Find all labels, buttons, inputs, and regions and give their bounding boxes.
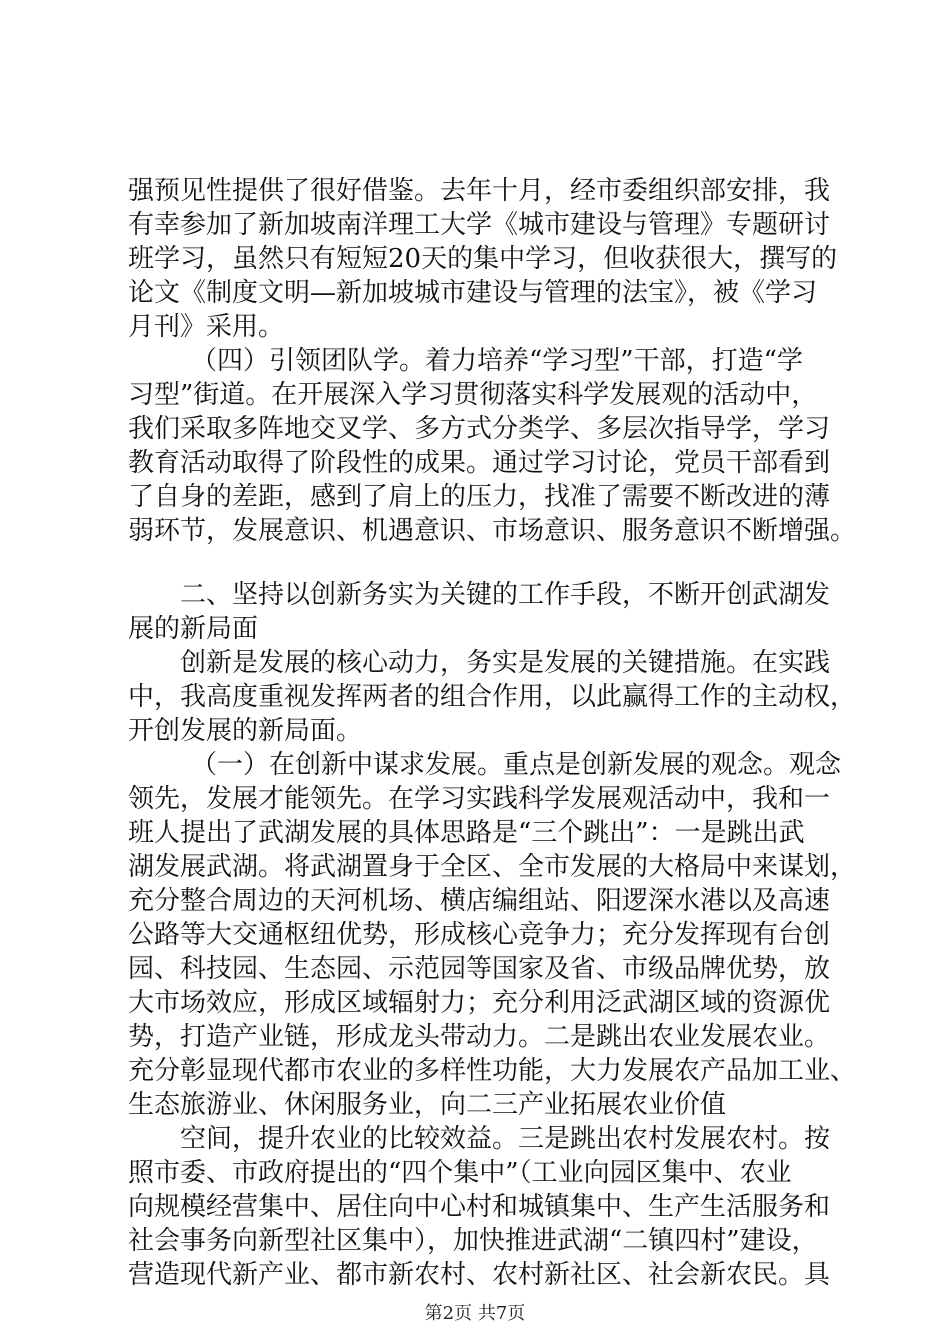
text-line: 湖发展武湖。将武湖置身于全区、全市发展的大格局中来谋划，: [128, 852, 857, 882]
text-line: 强预见性提供了很好借鉴。去年十月，经市委组织部安排，我: [128, 176, 831, 206]
text-line: 中，我高度重视发挥两者的组合作用，以此赢得工作的主动权，: [128, 682, 857, 712]
text-line: 社会事务向新型社区集中），加快推进武湖“二镇四村”建设，: [128, 1226, 818, 1256]
text-line: 照市委、市政府提出的“四个集中”（工业向园区集中、农业: [128, 1158, 792, 1188]
text-line: 弱环节，发展意识、机遇意识、市场意识、服务意识不断增强。: [128, 516, 857, 546]
text-line: 向规模经营集中、居住向中心村和城镇集中、生产生活服务和: [128, 1192, 831, 1222]
section-heading: 展的新局面: [128, 614, 259, 644]
text-line: （四）引领团队学。着力培养“学习型”干部，打造“学: [191, 346, 803, 376]
text-line: 了自身的差距，感到了肩上的压力，找准了需要不断改进的薄: [128, 482, 831, 512]
text-line: 习型”街道。在开展深入学习贯彻落实科学发展观的活动中，: [128, 380, 818, 410]
text-line: 班学习，虽然只有短短20天的集中学习，但收获很大，撰写的: [128, 244, 838, 274]
text-line: 月刊》采用。: [128, 312, 285, 342]
text-line: 我们采取多阵地交叉学、多方式分类学、多层次指导学，学习: [128, 414, 831, 444]
text-line: 班人提出了武湖发展的具体思路是“三个跳出”：一是跳出武: [128, 818, 805, 848]
text-line: 生态旅游业、休闲服务业，向二三产业拓展农业价值: [128, 1090, 727, 1120]
text-line: 园、科技园、生态园、示范园等国家及省、市级品牌优势，放: [128, 954, 831, 984]
text-line: 领先，发展才能领先。在学习实践科学发展观活动中，我和一: [128, 784, 831, 814]
text-line: 充分彰显现代都市农业的多样性功能，大力发展农产品加工业、: [128, 1056, 857, 1086]
text-line: 教育活动取得了阶段性的成果。通过学习讨论，党员干部看到: [128, 448, 831, 478]
page-number-footer: 第2页 共7页: [424, 1303, 526, 1324]
text-line: 论文《制度文明—新加坡城市建设与管理的法宝》，被《学习: [128, 278, 818, 308]
text-line: 大市场效应，形成区域辐射力；充分利用泛武湖区域的资源优: [128, 988, 831, 1018]
text-line: （一）在创新中谋求发展。重点是创新发展的观念。观念: [191, 750, 842, 780]
text-line: 空间，提升农业的比较效益。三是跳出农村发展农村。按: [180, 1124, 831, 1154]
section-heading: 二、坚持以创新务实为关键的工作手段，不断开创武湖发: [180, 580, 831, 610]
text-line: 充分整合周边的天河机场、横店编组站、阳逻深水港以及高速: [128, 886, 831, 916]
text-line: 创新是发展的核心动力，务实是发展的关键措施。在实践: [180, 648, 831, 678]
text-line: 公路等大交通枢纽优势，形成核心竞争力；充分发挥现有台创: [128, 920, 831, 950]
text-line: 开创发展的新局面。: [128, 716, 363, 746]
text-line: 营造现代新产业、都市新农村、农村新社区、社会新农民。具: [128, 1260, 831, 1290]
text-line: 势，打造产业链，形成龙头带动力。二是跳出农业发展农业。: [128, 1022, 831, 1052]
text-line: 有幸参加了新加坡南洋理工大学《城市建设与管理》专题研讨: [128, 210, 831, 240]
